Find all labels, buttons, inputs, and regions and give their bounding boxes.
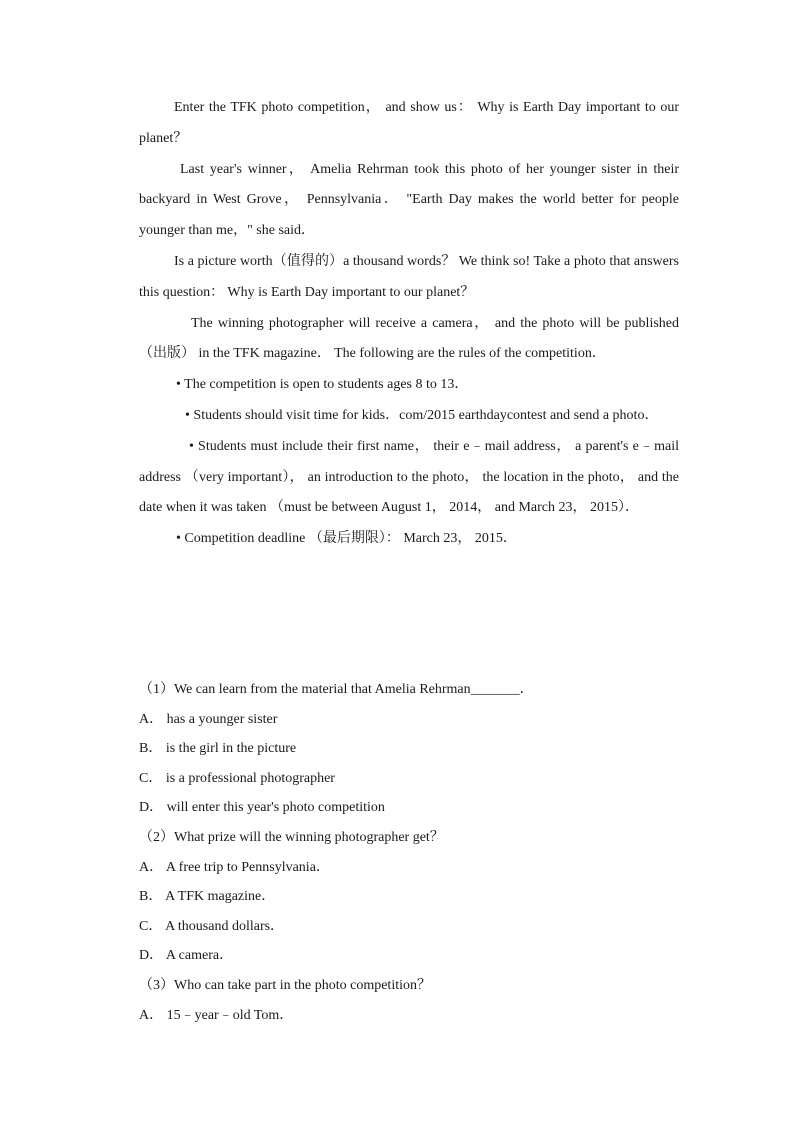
answer-option: A． has a younger sister bbox=[139, 711, 278, 727]
reading-passage bbox=[139, 93, 679, 555]
question-1 bbox=[139, 675, 679, 823]
paragraph-winner: Last year's winner， Amelia Rehrman took this photo of her younger sister in their backyard in West Grove， Pennsylvania． "Earth Day makes the world better for people younger than me，" she said． bbox=[139, 161, 679, 239]
answer-option: D． will enter this year's photo competition bbox=[139, 800, 385, 816]
rule-item: • Students should visit time for kids．com/2015 earthdaycontest and send a photo． bbox=[185, 407, 659, 423]
paragraph-intro: Enter the TFK photo competition， and show us： Why is Earth Day important to our planet？ bbox=[139, 100, 679, 146]
question-2 bbox=[139, 823, 679, 971]
answer-option: D． A camera． bbox=[139, 948, 234, 964]
rule-item: • Competition deadline （最后期限）： March 23， 2015． bbox=[176, 531, 517, 547]
rule-item: • Students must include their first name， their e﹣mail address， a parent's e﹣mail address （very important）， an introduction to the photo， the location in the photo， and the date when it was taken （must be between August 1， 2014， and March 23， 2015）． bbox=[139, 438, 679, 516]
question-stem: （3）Who can take part in the photo competition？ bbox=[139, 977, 431, 993]
paragraph-question: Is a picture worth（值得的）a thousand words？ We think so! Take a photo that answers this question： Why is Earth Day important to our planet？ bbox=[139, 253, 679, 300]
answer-option: A． 15﹣year﹣old Tom． bbox=[139, 1007, 294, 1023]
rule-item: • The competition is open to students ages 8 to 13． bbox=[176, 377, 469, 393]
question-stem: （2）What prize will the winning photographer get？ bbox=[139, 829, 444, 845]
answer-option: B． A TFK magazine． bbox=[139, 889, 276, 905]
question-stem: （1）We can learn from the material that Amelia Rehrman_______． bbox=[139, 682, 534, 697]
paragraph-prize: The winning photographer will receive a camera， and the photo will be published （出版） in the TFK magazine． The following are the rules of the competition． bbox=[139, 315, 679, 362]
answer-option: A． A free trip to Pennsylvania． bbox=[139, 859, 330, 875]
answer-option: C． is a professional photographer bbox=[139, 770, 335, 786]
answer-option: C． A thousand dollars． bbox=[139, 918, 285, 934]
answer-option: B． is the girl in the picture bbox=[139, 741, 297, 757]
question-list bbox=[139, 675, 679, 1030]
question-3 bbox=[139, 971, 679, 1030]
